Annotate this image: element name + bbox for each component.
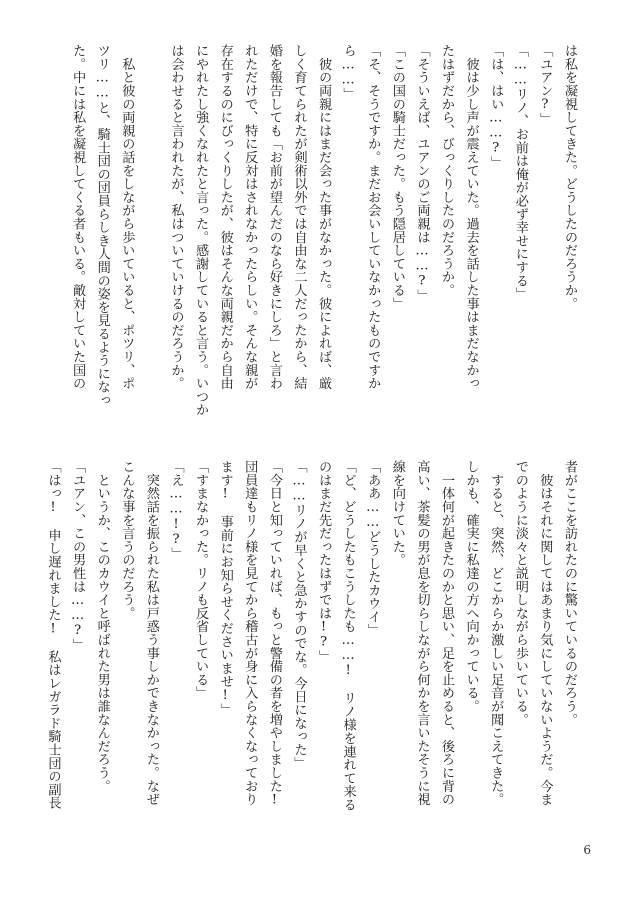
text-line [138,44,163,428]
text-line: のはまだ先だったはずでは!?」 [316,460,332,664]
text-line: 「ど、どうしたもこうしたも……! リノ様を連れて来る [340,460,356,812]
text-line: 「……リノが早くと急かすのでな。今日になった」 [291,460,307,770]
text-line: は会わせると言われたが、私はついていけるのだろうか。 [168,44,184,390]
text-line: 「すまなかった。リノも反省している」 [193,460,209,700]
text-line: 「はっ! 申し遅れました! 私はレガラド騎士団の副長 [45,460,61,810]
text-line: 「ああ……どうしたカウイ」 [365,460,381,637]
text-line: 私と彼の両親の話をしながら歩いていると、ポツリ、ポ [119,44,135,390]
text-line: 高い、茶髪の男が息を切らしながら何かを言いたそうに視 [414,460,430,806]
text-line: しかも、確実に私達の方へ向かっている。 [463,460,479,713]
text-line: 突然話を振られた私は戸惑う事しかできなかった。なぜ [143,460,159,806]
text-line: 彼は少し声が震えていた。過去を話した事はまだなかっ [463,44,479,390]
text-line: にやれたし強くなれたと言った。感謝していると言う。いつか [193,44,209,417]
text-line: 存在するのにびっくりしたが、彼はそんな両親だから自由 [217,44,233,390]
text-block-bottom [45,460,581,830]
text-block-top [70,44,581,428]
text-line: は私を凝視してきた。どうしたのだろうか。 [562,44,577,310]
text-line: 「え……!?」 [168,460,184,561]
text-line: 「……リノ、お前は俺が必ず幸せにする」 [512,44,528,301]
text-line: ら……」 [340,44,356,101]
text-line: 「は、はい……?」 [488,44,504,170]
text-line: というか、このカウイと呼ばれた男は誰なんだろう。 [94,460,110,793]
text-line: れただけで、特に反対はされなかったらしい。そんな親が [242,44,258,390]
text-line: 団員達もリノ様を見てから稽古が身に入らなくなっており [242,460,258,806]
text-line: こんな事を言うのだろう。 [119,460,135,620]
text-line: 「そういえば、ユアンのご両親は……?」 [414,44,430,303]
text-line: 「今日と知っていれば、もっと警備の者を増やしました! [266,460,282,808]
text-line: でのように淡々と説明しながら歩いている。 [512,460,528,726]
page-number: 6 [583,843,591,857]
text-line: 者がここを訪れたのに驚いているのだろう。 [562,460,577,726]
text-line: 「ユアン、この男性は……?」 [70,460,86,652]
text-line: 婚を報告しても「お前が望んだのなら好きにしろ」と言わ [266,44,282,390]
text-line: 「ユアン?」 [537,44,553,126]
text-line: しく育てられたが剣術以外では自由な二人だったから、結 [291,44,307,390]
text-line: た。中には私を凝視してくる者もいる。敵対していた国の [70,44,86,390]
text-line: 一体何が起きたのかと思い、足を止めると、後ろに背の [439,460,455,806]
text-line: ます! 事前にお知らせくださいませ!」 [217,460,233,717]
text-line: ツリ……と、騎士団の団員らしき人間の姿を見るようになっ [94,44,110,407]
text-line: たはずだから、びっくりしたのだろうか。 [439,44,455,297]
text-line: 彼はそれに関してはあまり気にしていないようだ。今ま [537,460,553,806]
text-line: 彼の両親にはまだ会った事がなかった。彼によれば、厳 [316,44,332,390]
text-line: 線を向けていた。 [389,460,405,567]
text-line: すると、突然、どこからか激しい足音が聞こえてきた。 [488,460,504,806]
text-line: 「この国の騎士だった。もう隠居している」 [389,44,405,310]
text-line: 「そ、そうですか。まだお会いしていなかったものですか [365,44,381,390]
